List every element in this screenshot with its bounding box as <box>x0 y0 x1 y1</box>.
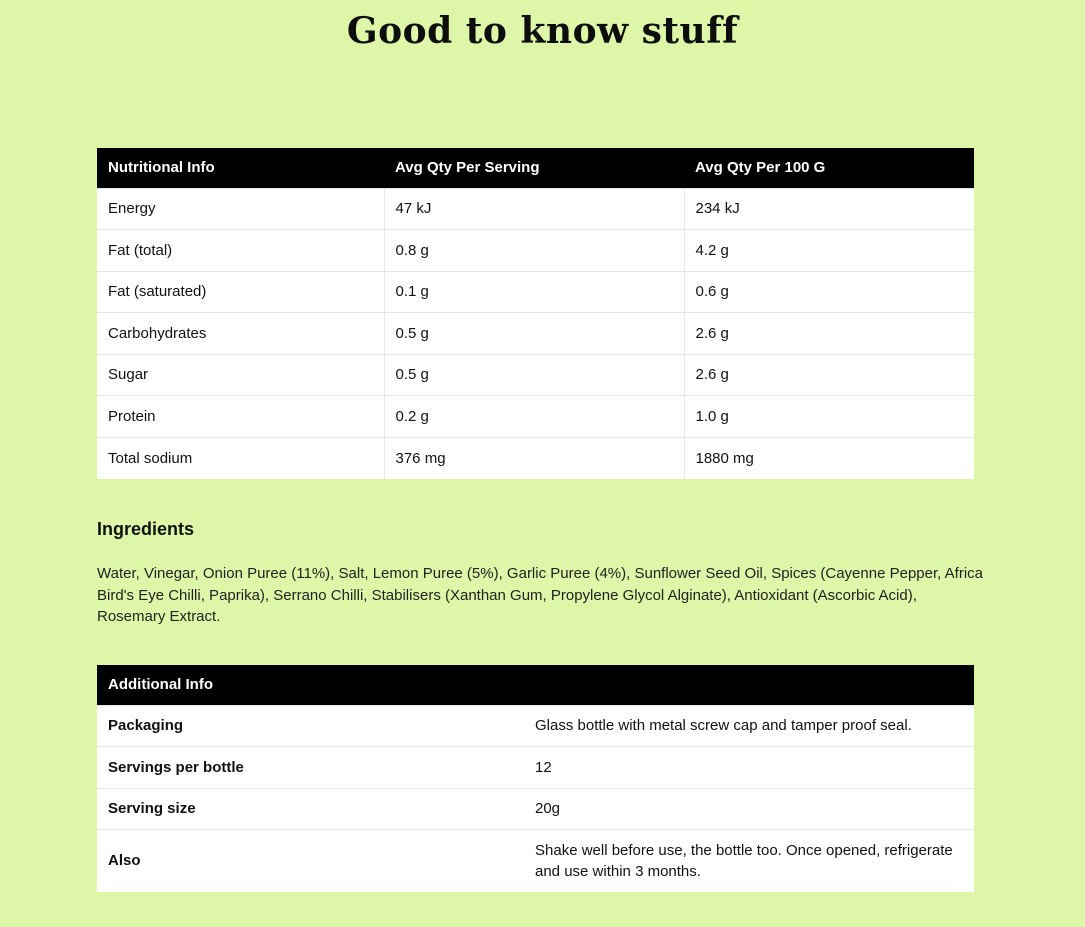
per-100g-value: 4.2 g <box>684 230 974 272</box>
info-label: Packaging <box>97 705 524 747</box>
info-value: Shake well before use, the bottle too. Once opened, refrigerate and use within 3 months. <box>524 830 974 892</box>
additional-info-table <box>97 665 974 892</box>
nutrition-header-row <box>97 148 974 188</box>
table-row <box>97 788 974 830</box>
nutrition-header-per-serving: Avg Qty Per Serving <box>384 148 684 188</box>
table-row <box>97 313 974 355</box>
info-label: Servings per bottle <box>97 747 524 789</box>
nutrient-name: Carbohydrates <box>97 313 384 355</box>
info-value: 12 <box>524 747 974 789</box>
info-value: 20g <box>524 788 974 830</box>
per-serving-value: 0.8 g <box>384 230 684 272</box>
per-serving-value: 376 mg <box>384 437 684 479</box>
nutrient-name: Sugar <box>97 354 384 396</box>
table-row <box>97 830 974 892</box>
ingredients-heading: Ingredients <box>97 519 195 539</box>
nutrient-name: Energy <box>97 188 384 230</box>
table-row <box>97 271 974 313</box>
nutrient-name: Fat (total) <box>97 230 384 272</box>
per-serving-value: 0.5 g <box>384 313 684 355</box>
nutrition-table <box>97 148 974 479</box>
additional-info-heading: Additional Info <box>97 665 974 705</box>
nutrient-name: Protein <box>97 396 384 438</box>
table-row <box>97 437 974 479</box>
info-value: Glass bottle with metal screw cap and tamper proof seal. <box>524 705 974 747</box>
page-title: Good to know stuff <box>346 10 739 52</box>
table-row <box>97 747 974 789</box>
ingredients-text: Water, Vinegar, Onion Puree (11%), Salt, Lemon Puree (5%), Garlic Puree (4%), Sunflower Seed Oil, Spices (Cayenne Pepper, Africa Bird's Eye Chilli, Paprika), Serrano Chilli, Stabilisers (Xanthan Gum, Propylene Glycol Alginate), Antioxidant (Ascorbic Acid), Rosemary Extract. <box>97 565 983 625</box>
table-row <box>97 188 974 230</box>
per-serving-value: 0.2 g <box>384 396 684 438</box>
info-label: Also <box>97 830 524 892</box>
nutrient-name: Total sodium <box>97 437 384 479</box>
nutrient-name: Fat (saturated) <box>97 271 384 313</box>
per-serving-value: 47 kJ <box>384 188 684 230</box>
additional-header-row <box>97 665 974 705</box>
table-row <box>97 705 974 747</box>
nutrition-header-per-100g: Avg Qty Per 100 G <box>684 148 974 188</box>
nutrition-header-label: Nutritional Info <box>97 148 384 188</box>
info-label: Serving size <box>97 788 524 830</box>
table-row <box>97 354 974 396</box>
per-serving-value: 0.5 g <box>384 354 684 396</box>
table-row <box>97 230 974 272</box>
table-row <box>97 396 974 438</box>
per-serving-value: 0.1 g <box>384 271 684 313</box>
per-100g-value: 1880 mg <box>684 437 974 479</box>
per-100g-value: 0.6 g <box>684 271 974 313</box>
per-100g-value: 234 kJ <box>684 188 974 230</box>
per-100g-value: 2.6 g <box>684 354 974 396</box>
per-100g-value: 1.0 g <box>684 396 974 438</box>
per-100g-value: 2.6 g <box>684 313 974 355</box>
